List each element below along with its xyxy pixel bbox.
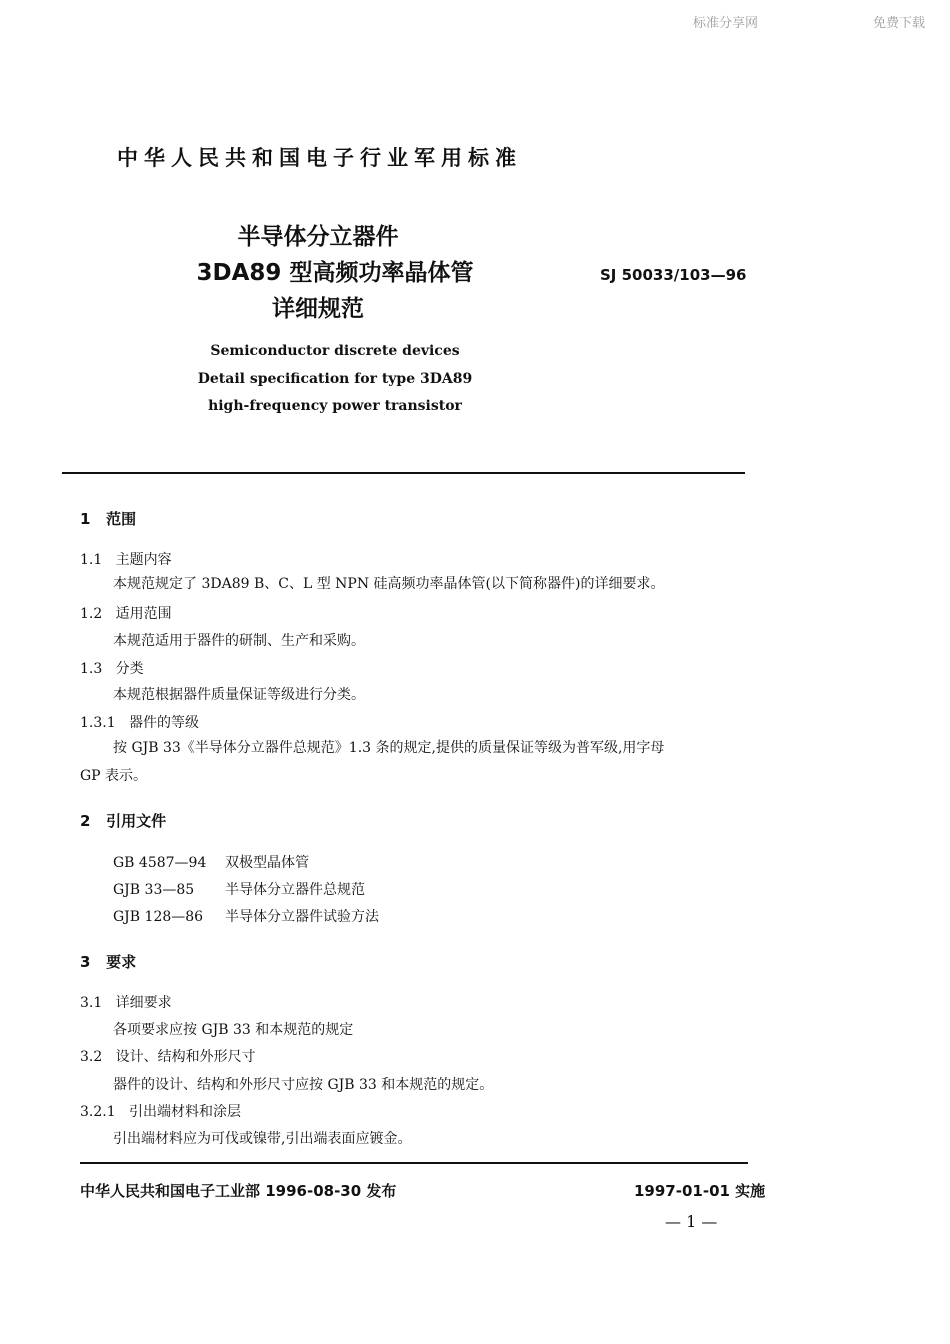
section-number: 3.2.1	[80, 1104, 116, 1120]
section-title: 分类	[115, 661, 144, 677]
watermark-download: 免费下载	[873, 16, 926, 31]
watermark-site: 标准分享网	[693, 16, 759, 31]
section-1-3-1-text-line2: GP 表示。	[80, 768, 148, 784]
reference-name: 双极型晶体管	[225, 855, 309, 871]
reference-name: 半导体分立器件总规范	[225, 882, 365, 898]
section-number: 1.2	[80, 606, 103, 622]
effective-date: 1997-01-01 实施	[634, 1182, 766, 1200]
section-3-2-text: 器件的设计、结构和外形尺寸应按 GJB 33 和本规范的规定。	[113, 1077, 494, 1093]
reference-row	[113, 906, 379, 926]
title-en-line1: Semiconductor discrete devices	[210, 343, 460, 359]
reference-code: GJB 128—86	[113, 909, 204, 925]
section-1-1-text: 本规范规定了 3DA89 B、C、L 型 NPN 硅高频功率晶体管(以下简称器件)的详细要求。	[113, 576, 665, 592]
section-number: 3.2	[80, 1049, 103, 1065]
section-3-1-heading	[80, 992, 172, 1012]
section-title: 设计、结构和外形尺寸	[115, 1049, 256, 1065]
section-title: 引用文件	[106, 812, 167, 830]
standard-category: 中华人民共和国电子行业军用标准	[117, 146, 522, 170]
section-2-heading	[80, 810, 166, 831]
reference-row	[113, 879, 365, 899]
section-1-3-text: 本规范根据器件质量保证等级进行分类。	[113, 687, 365, 703]
section-3-2-1-text: 引出端材料应为可伐或镍带,引出端表面应镀金。	[113, 1131, 412, 1147]
section-number: 1.3.1	[80, 715, 116, 731]
section-1-3-heading	[80, 658, 144, 678]
page-number: — 1 —	[665, 1212, 718, 1231]
section-1-heading	[80, 508, 136, 529]
section-title: 器件的等级	[128, 715, 199, 731]
section-1-2-heading	[80, 603, 172, 623]
title-cn-line1: 半导体分立器件	[237, 224, 399, 250]
section-title: 范围	[106, 510, 137, 528]
title-cn-line3: 详细规范	[272, 296, 364, 322]
issuer-note: 中华人民共和国电子工业部 1996-08-30 发布	[80, 1182, 397, 1200]
reference-code: GB 4587—94	[113, 855, 207, 871]
footer-divider	[80, 1162, 748, 1164]
top-divider	[62, 472, 745, 474]
section-3-1-text: 各项要求应按 GJB 33 和本规范的规定	[113, 1022, 354, 1038]
section-1-1-heading	[80, 549, 172, 569]
reference-code: GJB 33—85	[113, 882, 195, 898]
section-1-3-1-heading	[80, 712, 199, 732]
section-number: 3.1	[80, 995, 103, 1011]
section-number: 1.1	[80, 552, 103, 568]
section-1-2-text: 本规范适用于器件的研制、生产和采购。	[113, 633, 365, 649]
reference-name: 半导体分立器件试验方法	[225, 909, 379, 925]
section-3-2-heading	[80, 1046, 256, 1066]
section-number: 1	[80, 510, 91, 528]
title-en-line2: Detail specification for type 3DA89	[197, 371, 473, 387]
section-title: 适用范围	[115, 606, 172, 622]
reference-row	[113, 852, 309, 872]
title-en-line3: high-frequency power transistor	[208, 398, 462, 414]
section-title: 引出端材料和涂层	[128, 1104, 241, 1120]
title-cn-line2: 3DA89 型高频功率晶体管	[196, 260, 474, 286]
section-1-3-1-text-line1: 按 GJB 33《半导体分立器件总规范》1.3 条的规定,提供的质量保证等级为普军级,用字母	[113, 740, 665, 756]
section-title: 主题内容	[115, 552, 172, 568]
section-number: 2	[80, 812, 91, 830]
section-3-2-1-heading	[80, 1101, 241, 1121]
standard-code: SJ 50033/103—96	[600, 266, 747, 284]
section-title: 详细要求	[115, 995, 172, 1011]
section-number: 1.3	[80, 661, 103, 677]
section-title: 要求	[106, 953, 137, 971]
section-number: 3	[80, 953, 91, 971]
section-3-heading	[80, 951, 136, 972]
